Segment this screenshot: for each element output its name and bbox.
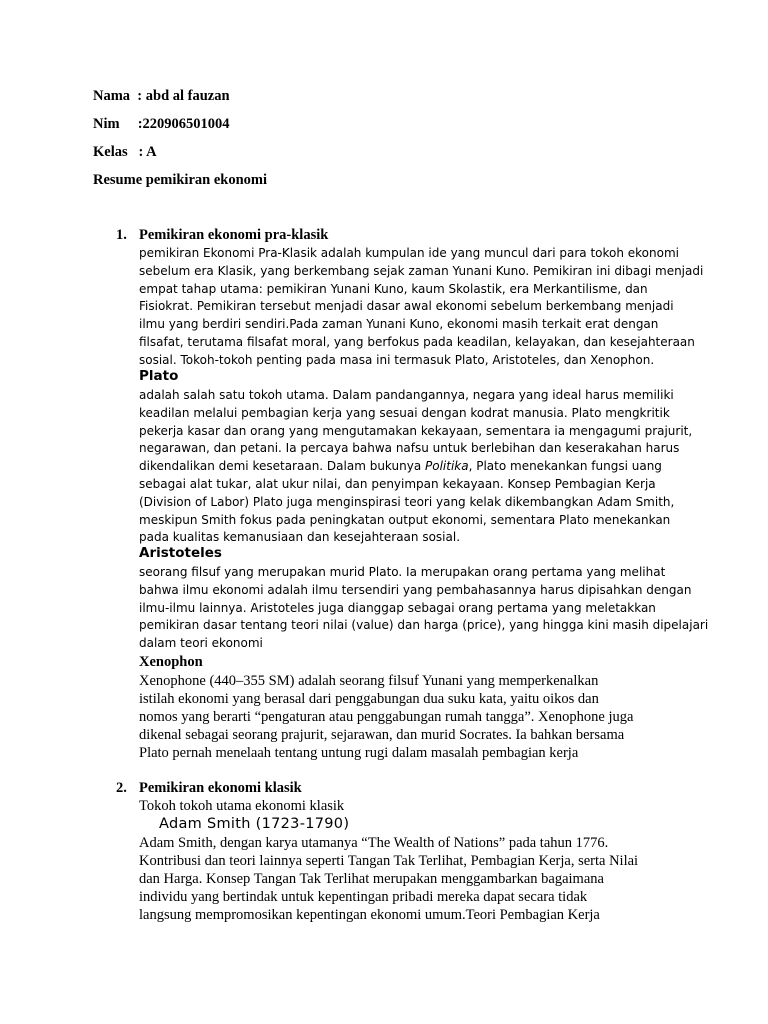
name-line: Nama : abd al fauzan <box>93 88 230 104</box>
document-title: Resume pemikiran ekonomi <box>93 172 267 188</box>
xenophon-paragraph <box>139 672 684 762</box>
paragraph-line: pemikiran dasar tentang teori nilai (value) dan harga (price), yang hingga kini masih dipelajari <box>139 618 709 633</box>
text-span: , Plato menekankan fungsi uang <box>468 459 662 474</box>
paragraph-line: nomos yang berarti “pengaturan atau penggabungan rumah tangga”. Xenophone juga <box>139 709 634 725</box>
paragraph-line: ilmu yang berdiri sendiri.Pada zaman Yunani Kuno, ekonomi masih terkait erat dengan <box>139 317 659 332</box>
paragraph-line: dikenal sebagai seorang prajurit, sejarawan, dan murid Socrates. Ia bahkan bersama <box>139 727 625 743</box>
paragraph-line: Fisiokrat. Pemikiran tersebut menjadi dasar awal ekonomi sebelum berkembang menjadi <box>139 299 674 314</box>
paragraph-line: Adam Smith, dengan karya utamanya “The Wealth of Nations” pada tahun 1776. <box>139 835 609 851</box>
paragraph-line <box>139 458 684 476</box>
text-span: dikendalikan demi kesetaraan. Dalam bukunya <box>139 459 425 474</box>
section-intro <box>139 245 704 370</box>
adam-smith-paragraph <box>139 834 684 924</box>
paragraph-line: individu yang bertindak untuk kepentingan pribadi mereka dapat secara tidak <box>139 889 588 905</box>
paragraph-line: Xenophone (440–355 SM) adalah seorang filsuf Yunani yang memperkenalkan <box>139 673 599 689</box>
book-title-italic: Politika <box>425 459 469 474</box>
section-number: 2. <box>116 780 127 796</box>
paragraph-line: filsafat, terutama filsafat moral, yang berfokus pada keadilan, kelayakan, dan kesejahteraan <box>139 334 695 349</box>
paragraph-line: ilmu-ilmu lainnya. Aristoteles juga dianggap sebagai orang pertama yang meletakkan <box>139 600 656 615</box>
aristoteles-heading: Aristoteles <box>139 545 222 561</box>
paragraph-line: sebagai alat tukar, alat ukur nilai, dan penyimpan kekayaan. Konsep Pembagian Kerja <box>139 476 656 491</box>
paragraph-line: pekerja kasar dan orang yang mengutamakan kekayaan, sementara ia mengagumi prajurit, <box>139 423 693 438</box>
section-heading: Pemikiran ekonomi klasik <box>139 780 302 796</box>
paragraph-line: pemikiran Ekonomi Pra-Klasik adalah kumpulan ide yang muncul dari para tokoh ekonomi <box>139 246 679 260</box>
paragraph-line: keadilan melalui pembagian kerja yang sesuai dengan kodrat manusia. Plato mengkritik <box>139 405 670 420</box>
paragraph-line: istilah ekonomi yang berasal dari penggabungan dua suku kata, yaitu oikos dan <box>139 691 599 707</box>
section-subtitle: Tokoh tokoh utama ekonomi klasik <box>139 798 345 814</box>
paragraph-line: negarawan, dan petani. Ia percaya bahwa nafsu untuk berlebihan dan keserakahan harus <box>139 441 680 456</box>
aristoteles-paragraph <box>139 564 709 653</box>
paragraph-line: meskipun Smith fokus pada peningkatan output ekonomi, sementara Plato menekankan <box>139 512 671 527</box>
paragraph-line: dan Harga. Konsep Tangan Tak Terlihat merupakan menggambarkan bagaimana <box>139 871 604 887</box>
paragraph-line: pada kualitas kemanusiaan dan kesejahteraan sosial. <box>139 530 461 545</box>
section-number: 1. <box>116 227 127 243</box>
paragraph-line: (Division of Labor) Plato juga menginspirasi teori yang kelak dikembangkan Adam Smith, <box>139 494 675 509</box>
plato-heading: Plato <box>139 368 179 384</box>
class-line: Kelas : A <box>93 144 157 160</box>
paragraph-line: sebelum era Klasik, yang berkembang sejak zaman Yunani Kuno. Pemikiran ini dibagi menjadi <box>139 263 704 278</box>
paragraph-line: seorang filsuf yang merupakan murid Plato. Ia merupakan orang pertama yang melihat <box>139 565 666 579</box>
paragraph-line: sosial. Tokoh-tokoh penting pada masa ini termasuk Plato, Aristoteles, dan Xenophon. <box>139 352 655 367</box>
nim-line: Nim :220906501004 <box>93 116 230 132</box>
paragraph-line: bahwa ilmu ekonomi adalah ilmu tersendiri yang pembahasannya harus dipisahkan dengan <box>139 582 692 597</box>
paragraph-line: Plato pernah menelaah tentang untung rugi dalam masalah pembagian kerja <box>139 745 579 761</box>
section-heading: Pemikiran ekonomi pra-klasik <box>139 227 329 243</box>
paragraph-line: langsung mempromosikan kepentingan ekonomi umum.Teori Pembagian Kerja <box>139 907 600 923</box>
plato-paragraph <box>139 387 693 547</box>
paragraph-line: Kontribusi dan teori lainnya seperti Tangan Tak Terlihat, Pembagian Kerja, serta Nilai <box>139 853 639 869</box>
xenophon-heading: Xenophon <box>139 654 203 670</box>
paragraph-line: dalam teori ekonomi <box>139 636 263 651</box>
adam-smith-heading: Adam Smith (1723-1790) <box>159 816 350 832</box>
paragraph-line: empat tahap utama: pemikiran Yunani Kuno, kaum Skolastik, era Merkantilisme, dan <box>139 281 648 296</box>
paragraph-line: adalah salah satu tokoh utama. Dalam pandangannya, negara yang ideal harus memiliki <box>139 388 674 402</box>
